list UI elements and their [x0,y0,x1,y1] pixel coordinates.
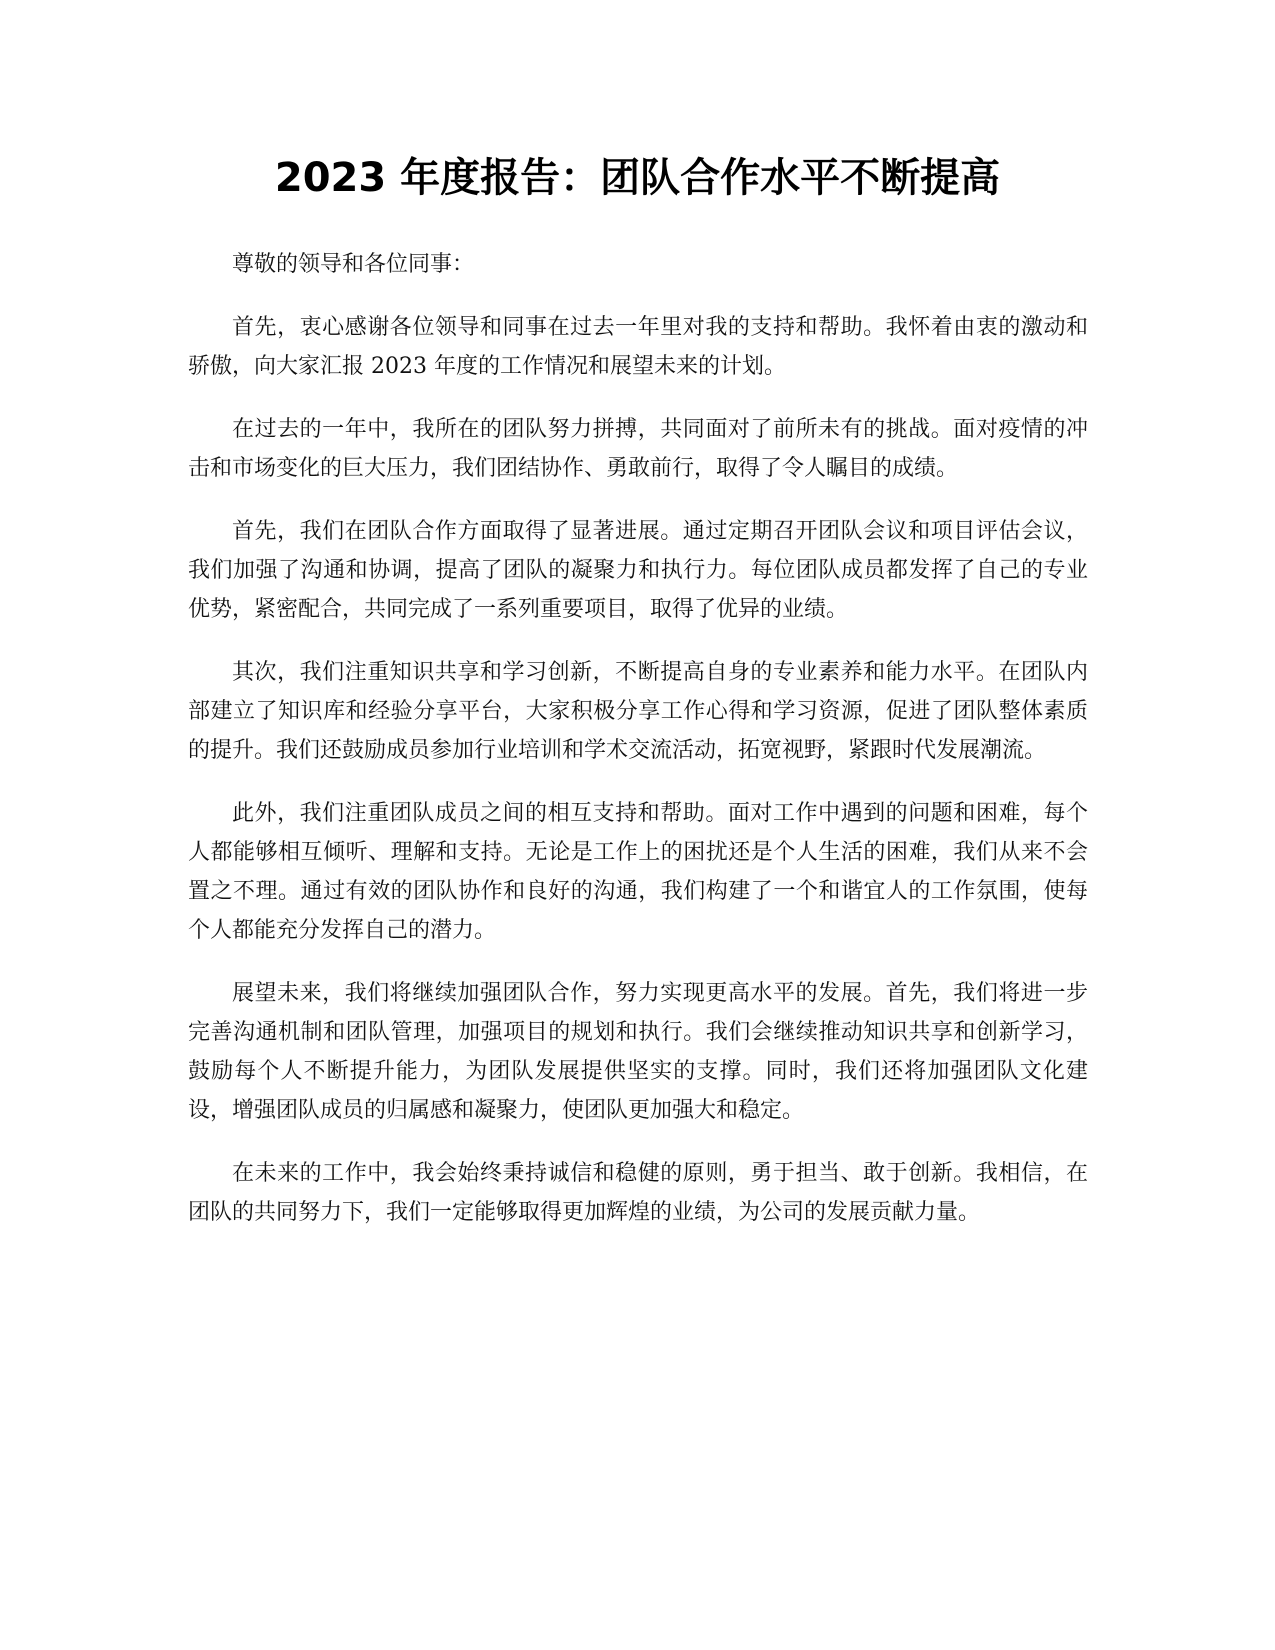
document-title: 2023 年度报告：团队合作水平不断提高 [274,155,1001,201]
paragraph-challenges: 在过去的一年中，我所在的团队努力拼搏，共同面对了前所未有的挑战。面对疫情的冲击和市场变化的巨大压力，我们团结协作、勇敢前行，取得了令人瞩目的成绩。 [188,417,1088,481]
paragraph-mutual-support: 此外，我们注重团队成员之间的相互支持和帮助。面对工作中遇到的问题和困难，每个人都能够相互倾听、理解和支持。无论是工作上的困扰还是个人生活的困难，我们从来不会置之不理。通过有效的团队协作和良好的沟通，我们构建了一个和谐宜人的工作氛围，使每个人都能充分发挥自己的潜力。 [188,801,1088,943]
paragraph-knowledge-sharing: 其次，我们注重知识共享和学习创新，不断提高自身的专业素养和能力水平。在团队内部建立了知识库和经验分享平台，大家积极分享工作心得和学习资源，促进了团队整体素质的提升。我们还鼓励成员参加行业培训和学术交流活动，拓宽视野，紧跟时代发展潮流。 [188,660,1088,763]
document-body [188,245,1088,1256]
paragraph-closing: 在未来的工作中，我会始终秉持诚信和稳健的原则，勇于担当、敢于创新。我相信，在团队的共同努力下，我们一定能够取得更加辉煌的业绩，为公司的发展贡献力量。 [188,1161,1088,1225]
salutation: 尊敬的领导和各位同事： [232,252,475,277]
paragraph-teamwork-progress: 首先，我们在团队合作方面取得了显著进展。通过定期召开团队会议和项目评估会议，我们加强了沟通和协调，提高了团队的凝聚力和执行力。每位团队成员都发挥了自己的专业优势，紧密配合，共同完成了一系列重要项目，取得了优异的业绩。 [188,519,1088,622]
paragraph-outlook: 展望未来，我们将继续加强团队合作，努力实现更高水平的发展。首先，我们将进一步完善沟通机制和团队管理，加强项目的规划和执行。我们会继续推动知识共享和创新学习，鼓励每个人不断提升能力，为团队发展提供坚实的支撑。同时，我们还将加强团队文化建设，增强团队成员的归属感和凝聚力，使团队更加强大和稳定。 [188,981,1088,1123]
paragraph-gratitude: 首先，衷心感谢各位领导和同事在过去一年里对我的支持和帮助。我怀着由衷的激动和骄傲，向大家汇报 2023 年度的工作情况和展望未来的计划。 [188,315,1088,379]
